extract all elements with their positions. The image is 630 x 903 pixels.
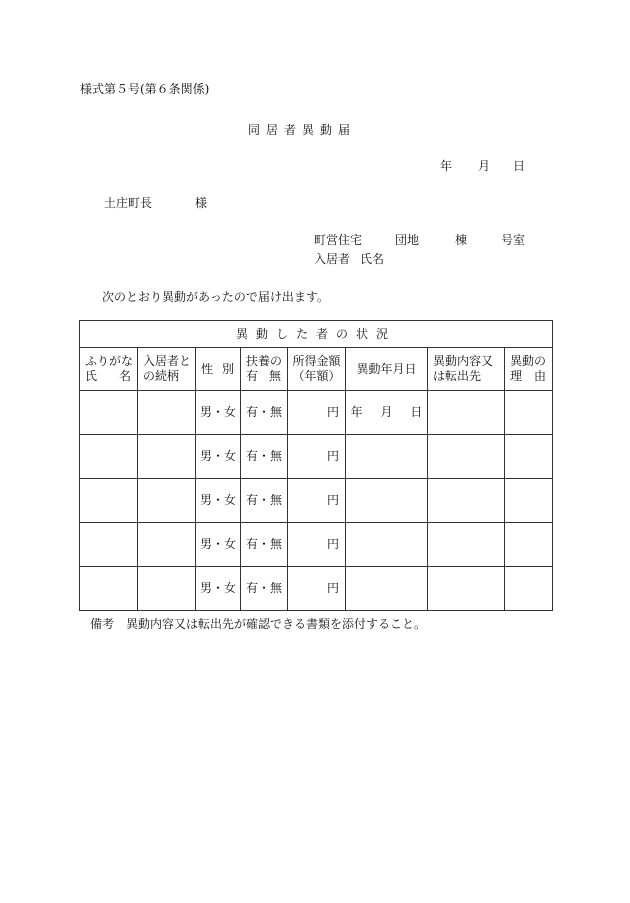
header-dependent-no: 無 <box>268 369 281 383</box>
intro-text: 次のとおり異動があったので届け出ます。 <box>102 290 329 304</box>
housing-label: 町営住宅 <box>314 233 363 247</box>
income-cell[interactable]: 円 <box>288 523 346 567</box>
header-reason-right: 由 <box>534 369 547 383</box>
dependent-cell[interactable]: 有・無 <box>241 567 288 611</box>
header-name <box>80 348 138 391</box>
sex-cell[interactable]: 男・女 <box>196 523 241 567</box>
header-sex-left: 性 <box>201 361 214 376</box>
change-date-cell[interactable] <box>346 435 428 479</box>
name-cell[interactable] <box>80 479 138 523</box>
date-day-label: 日 <box>513 159 526 173</box>
form-number: 様式第５号(第６条関係) <box>80 82 210 96</box>
header-content-line1: 異動内容又 <box>433 354 494 368</box>
row-date-year: 年 <box>350 405 363 419</box>
table-row <box>80 391 553 435</box>
content-cell[interactable] <box>428 479 505 523</box>
dependent-cell[interactable]: 有・無 <box>241 435 288 479</box>
header-sex <box>196 348 241 391</box>
header-name-fullname <box>85 369 137 384</box>
date-month-label: 月 <box>478 159 491 173</box>
relation-cell[interactable] <box>138 435 196 479</box>
building-label: 棟 <box>455 233 468 247</box>
relation-cell[interactable] <box>138 479 196 523</box>
header-income-line2: （年額） <box>292 369 341 383</box>
header-sex-label <box>201 362 240 377</box>
sex-cell[interactable]: 男・女 <box>196 479 241 523</box>
header-dependent-yes: 有 <box>246 369 259 383</box>
resident-name-label: 氏名 <box>360 252 385 266</box>
reason-cell[interactable] <box>505 435 553 479</box>
header-name-given: 名 <box>118 369 131 383</box>
header-dependent <box>241 348 288 391</box>
reason-cell[interactable] <box>505 567 553 611</box>
income-cell[interactable]: 円 <box>288 567 346 611</box>
content-cell[interactable] <box>428 435 505 479</box>
name-cell[interactable] <box>80 435 138 479</box>
relation-cell[interactable] <box>138 523 196 567</box>
content-cell[interactable] <box>428 567 505 611</box>
table-row <box>80 523 553 567</box>
income-cell[interactable]: 円 <box>288 479 346 523</box>
header-dependent-line1: 扶養の <box>246 354 283 368</box>
name-cell[interactable] <box>80 567 138 611</box>
dependent-cell[interactable]: 有・無 <box>241 479 288 523</box>
change-date-cell[interactable] <box>346 391 428 435</box>
table-row <box>80 435 553 479</box>
change-date-cell[interactable] <box>346 479 428 523</box>
table-row <box>80 479 553 523</box>
header-change-date: 異動年月日 <box>346 348 428 391</box>
addressee-honorific: 様 <box>195 196 208 210</box>
change-date-cell[interactable] <box>346 567 428 611</box>
sex-cell[interactable]: 男・女 <box>196 567 241 611</box>
income-cell[interactable]: 円 <box>288 391 346 435</box>
relation-cell[interactable] <box>138 567 196 611</box>
table-caption-row <box>80 321 553 348</box>
change-status-table <box>79 320 553 611</box>
header-relation-line1: 入居者と <box>143 354 192 368</box>
header-income <box>288 348 346 391</box>
header-name-surname: 氏 <box>85 369 98 383</box>
room-number-label: 号室 <box>501 233 526 247</box>
remarks-label: 備考 <box>90 617 115 631</box>
row-date-month: 月 <box>380 405 393 419</box>
resident-label: 入居者 <box>314 252 351 266</box>
date-year-label: 年 <box>440 159 453 173</box>
reason-cell[interactable] <box>505 391 553 435</box>
dependent-cell[interactable]: 有・無 <box>241 391 288 435</box>
header-reason-line1: 異動の <box>510 354 547 368</box>
relation-cell[interactable] <box>138 391 196 435</box>
header-content-line2: は転出先 <box>433 369 482 383</box>
header-reason <box>505 348 553 391</box>
reason-cell[interactable] <box>505 523 553 567</box>
danchi-label: 団地 <box>395 233 420 247</box>
reason-cell[interactable] <box>505 479 553 523</box>
header-content <box>428 348 505 391</box>
name-cell[interactable] <box>80 523 138 567</box>
header-reason-left: 理 <box>510 369 523 383</box>
header-relation-line2: の続柄 <box>143 369 180 383</box>
income-cell[interactable]: 円 <box>288 435 346 479</box>
dependent-cell[interactable]: 有・無 <box>241 523 288 567</box>
table-caption: 異動した者の状況 <box>80 321 553 348</box>
header-name-furigana: ふりがな <box>85 354 134 368</box>
row-date-day: 日 <box>410 405 423 419</box>
header-income-line1: 所得金額 <box>292 354 341 368</box>
name-cell[interactable] <box>80 391 138 435</box>
addressee-name: 土庄町長 <box>104 196 153 210</box>
content-cell[interactable] <box>428 391 505 435</box>
change-date-cell[interactable] <box>346 523 428 567</box>
document-title: 同居者異動届 <box>248 123 357 137</box>
sex-cell[interactable]: 男・女 <box>196 391 241 435</box>
header-reason-line2 <box>510 369 552 384</box>
header-sex-right: 別 <box>221 361 234 376</box>
header-relation <box>138 348 196 391</box>
table-header-row <box>80 348 553 391</box>
table-row <box>80 567 553 611</box>
sex-cell[interactable]: 男・女 <box>196 435 241 479</box>
content-cell[interactable] <box>428 523 505 567</box>
remarks-text: 異動内容又は転出先が確認できる書類を添付すること。 <box>126 617 427 631</box>
header-dependent-line2 <box>246 369 287 384</box>
